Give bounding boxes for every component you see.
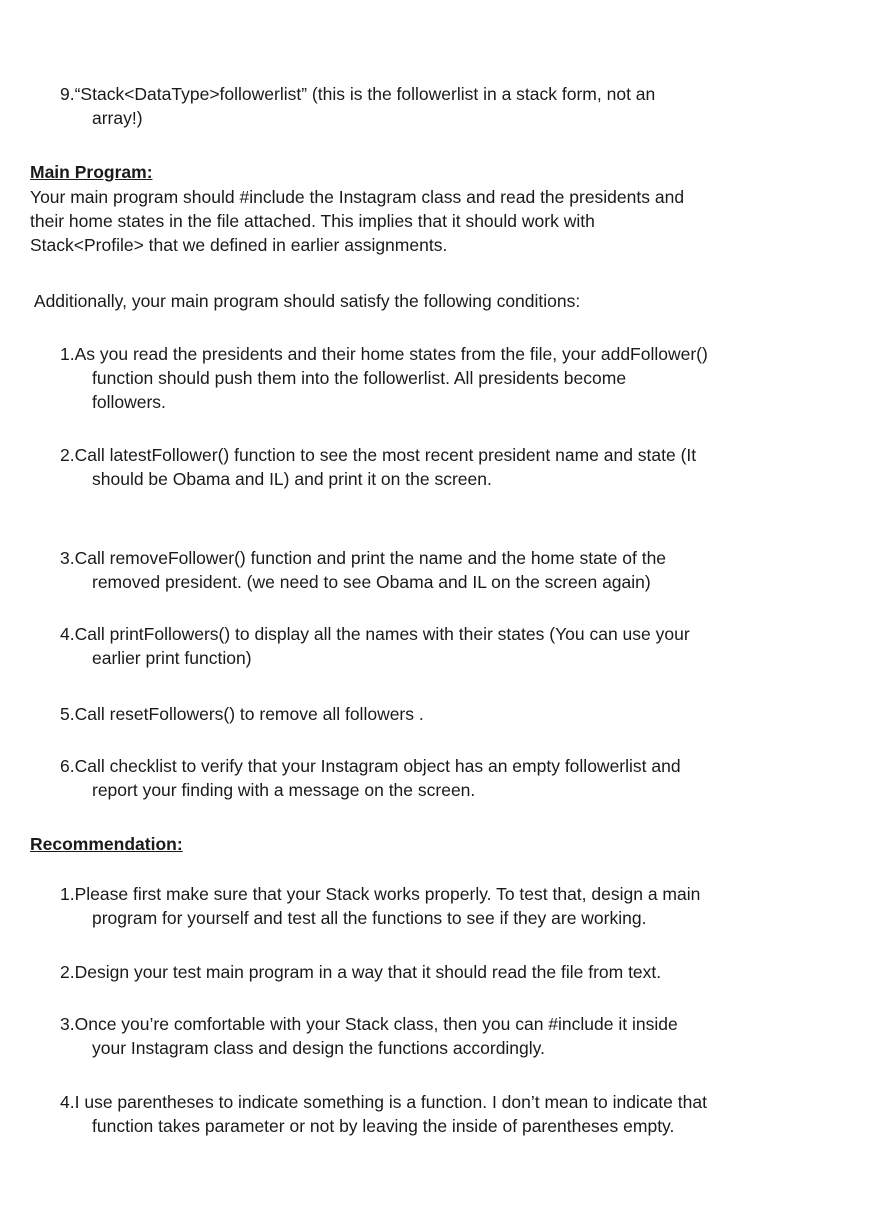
list-item-text-line: I use parentheses to indicate something is a function. I don’t mean to indicate that bbox=[74, 1092, 707, 1112]
list-item-text-line: program for yourself and test all the functions to see if they are working. bbox=[92, 908, 647, 928]
list-item-number: 4. bbox=[60, 624, 75, 644]
list-item-text-line: Call removeFollower() function and print the name and the home state of the bbox=[74, 548, 667, 568]
list-item-text-line: should be Obama and IL) and print it on the screen. bbox=[92, 469, 492, 489]
paragraph-line: their home states in the file attached. This implies that it should work with bbox=[30, 211, 595, 231]
recommendation-item-1 bbox=[60, 882, 820, 930]
list-item-number: 1. bbox=[60, 884, 75, 904]
list-item-text-line: earlier print function) bbox=[92, 648, 252, 668]
list-item-text-line: array!) bbox=[92, 108, 143, 128]
list-item-number: 2. bbox=[60, 962, 75, 982]
recommendation-item-4 bbox=[60, 1090, 820, 1138]
list-item-number: 5. bbox=[60, 704, 75, 724]
list-item-number: 1. bbox=[60, 344, 75, 364]
paragraph-line: Stack<Profile> that we defined in earlier assignments. bbox=[30, 235, 448, 255]
paragraph-line: Your main program should #include the Instagram class and read the presidents and bbox=[30, 187, 685, 207]
list-item-text-line: Design your test main program in a way that it should read the file from text. bbox=[74, 962, 662, 982]
list-item-text-line: As you read the presidents and their home states from the file, your addFollower() bbox=[74, 344, 708, 364]
list-item-text-line: function should push them into the followerlist. All presidents become bbox=[92, 368, 627, 388]
main-program-heading: Main Program: bbox=[30, 162, 153, 182]
condition-item-6 bbox=[60, 754, 820, 802]
conditions-intro: Additionally, your main program should satisfy the following conditions: bbox=[30, 291, 581, 311]
recommendation-heading: Recommendation: bbox=[30, 834, 183, 854]
condition-item-3 bbox=[60, 546, 820, 594]
list-item-text-line: function takes parameter or not by leaving the inside of parentheses empty. bbox=[92, 1116, 675, 1136]
list-item-text-line: “Stack<DataType>followerlist” (this is the followerlist in a stack form, not an bbox=[74, 84, 656, 104]
list-item-text-line: Call printFollowers() to display all the names with their states (You can use your bbox=[74, 624, 690, 644]
list-item-text-line: Call resetFollowers() to remove all followers . bbox=[74, 704, 424, 724]
list-item-text-line: report your finding with a message on the screen. bbox=[92, 780, 476, 800]
list-item-text-line: Call latestFollower() function to see the most recent president name and state (It bbox=[74, 445, 697, 465]
list-item-text-line: followers. bbox=[92, 392, 166, 412]
condition-item-4 bbox=[60, 622, 820, 670]
list-item-text-line: Call checklist to verify that your Instagram object has an empty followerlist and bbox=[74, 756, 681, 776]
list-item-text-line: Please first make sure that your Stack works properly. To test that, design a main bbox=[74, 884, 701, 904]
list-item-number: 2. bbox=[60, 445, 75, 465]
list-item-number: 4. bbox=[60, 1092, 75, 1112]
list-item-number: 9. bbox=[60, 84, 75, 104]
list-item-text-line: Once you’re comfortable with your Stack class, then you can #include it inside bbox=[74, 1014, 678, 1034]
list-item-text-line: your Instagram class and design the functions accordingly. bbox=[92, 1038, 545, 1058]
list-item-9 bbox=[60, 82, 820, 130]
condition-item-2 bbox=[60, 443, 820, 491]
condition-item-1 bbox=[60, 342, 820, 414]
recommendation-item-3 bbox=[60, 1012, 820, 1060]
recommendation-item-2 bbox=[60, 960, 820, 984]
list-item-number: 6. bbox=[60, 756, 75, 776]
list-item-text-line: removed president. (we need to see Obama and IL on the screen again) bbox=[92, 572, 651, 592]
condition-item-5 bbox=[60, 702, 820, 726]
list-item-number: 3. bbox=[60, 1014, 75, 1034]
main-program-paragraph bbox=[30, 185, 830, 257]
list-item-number: 3. bbox=[60, 548, 75, 568]
